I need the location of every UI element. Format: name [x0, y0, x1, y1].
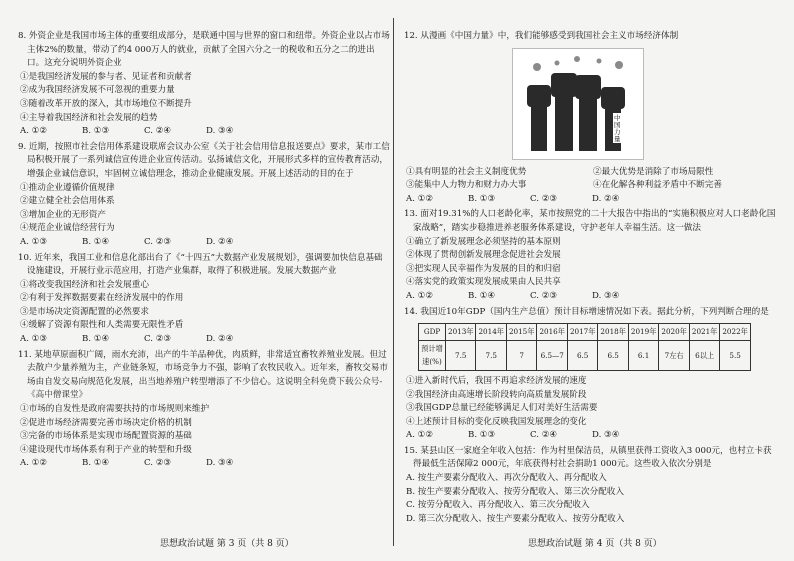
option-item: ④建设现代市场体系有利于产业的转型和升级	[20, 444, 192, 455]
question-12	[404, 30, 776, 206]
option-item: ①市场的自发性是政府需要扶持的市场规则来维护	[20, 404, 210, 415]
table-cell: GDP	[419, 324, 446, 341]
option-item: ②最大优势是消除了市场局限性	[593, 166, 714, 177]
question-stem: 12. 从漫画《中国力量》中，我们能够感受到我国社会主义市场经济体制	[404, 31, 679, 41]
choice-a: A. ①③	[20, 334, 48, 345]
option-item: C. 按劳分配收入、再分配收入、第三次分配收入	[406, 500, 590, 511]
table-cell: 6.5—7	[537, 340, 567, 370]
choice-c: C. ②③	[144, 458, 172, 469]
option-item: ①是我国经济发展的参与者、见证者和贡献者	[20, 71, 192, 82]
column-divider	[393, 18, 394, 546]
choice-b: B. ①③	[82, 126, 110, 137]
table-cell: 2014年	[476, 324, 506, 341]
option-item: ②建立健全社会信用体系	[20, 196, 115, 207]
table-cell: 7左右	[659, 340, 689, 370]
question-stem: 8. 外资企业是我国市场主体的重要组成部分，是联通中国与世界的窗口和纽带。外资企业以占市场主体2%的数量，带动了约4 000万人的就业，贡献了全国六分之一的税收和五分之二的进出口。这充分说明外资企业	[18, 31, 390, 69]
page-3-column	[18, 30, 390, 473]
option-item: ④主导着我国经济和社会发展的趋势	[20, 112, 158, 123]
question-15	[404, 445, 776, 527]
question-stem	[18, 349, 390, 403]
choice-d: D. ③④	[592, 290, 620, 301]
question-stem: 14. 我国近10年GDP（国内生产总值）预计目标增速情况如下表。据此分析，下列判断合理的是	[404, 306, 769, 317]
table-row	[419, 340, 751, 370]
answer-choices	[404, 290, 776, 304]
table-cell: 2020年	[659, 324, 689, 341]
choice-d: D. ③④	[592, 430, 620, 441]
question-10	[18, 252, 390, 347]
answer-choices	[18, 236, 390, 250]
option-item: ③随着改革开放的深入，其市场地位不断提升	[20, 98, 192, 109]
table-cell: 2013年	[446, 324, 476, 341]
option-item: ④规范企业诚信经营行为	[20, 223, 115, 234]
table-cell: 6.1	[628, 340, 658, 370]
choice-c: C. ②④	[530, 430, 558, 441]
answer-choices	[18, 457, 390, 471]
option-item: ②促进市场经济需要完善市场决定价格的机制	[20, 417, 192, 428]
option-item: A. 按生产要素分配收入、再次分配收入、再分配收入	[406, 473, 607, 484]
option-item: ④上述预计目标的变化反映我国发展理念的变化	[406, 416, 587, 427]
choice-b: B. ①③	[468, 430, 496, 441]
question-stem-text: 11. 某地草原面积广阔，雨水充沛，出产的牛羊品种优，肉质鲜，非常适宜畜牧养殖业发展。但过去散户少量养殖为主，产业链条短，市场竞争力不强，影响了农牧民收入。近年来，畜牧交易市场由自发交易向规范化发展，出当地养殖户转型增添了不少信心。这说明	[18, 349, 388, 387]
choice-a: A. ①③	[20, 236, 48, 247]
question-stem: 9. 近期，按照市社会信用体系建设联席会议办公室《关于社会信用信息报送要点》要求，某市工信局积极开展了一系列诚信宣传进企业宣传活动。弘扬诚信文化，开展形式多样的宣传教育活动，增强企业诚信意识，牢固树立诚信理念，推动企业健康发展。开展上述活动的目的在于	[18, 141, 390, 179]
table-cell: 7.5	[446, 340, 476, 370]
gdp-growth-table	[418, 323, 751, 371]
choice-d: D. ②④	[206, 334, 234, 345]
table-cell: 7.5	[476, 340, 506, 370]
option-item: ④落实党的政策实现发展成果由人民共享	[406, 277, 561, 288]
choice-d: D. ③④	[206, 126, 234, 137]
option-item: ①推动企业遵循价值规律	[20, 182, 115, 193]
table-cell: 2016年	[537, 324, 567, 341]
watermark-text: 全科免费下载公众号-《高中僧课堂》	[27, 376, 383, 401]
question-stem: 13. 面对19.31%的人口老龄化率，某市按照党的二十大报告中指出的“实施积极应对人口老龄化国家战略”，踏实步稳推进养老服务体系建设，守护老年人幸福生活。这一做法	[404, 209, 776, 233]
option-item: D. 第三次分配收入、按生产要素分配收入、按劳分配收入	[406, 513, 625, 524]
table-cell: 2021年	[689, 324, 719, 341]
choice-b: B. ①④	[82, 236, 110, 247]
answer-choices	[404, 193, 776, 207]
table-cell: 6.5	[598, 340, 628, 370]
option-item: B. 按生产要素分配收入、按劳分配收入、第三次分配收入	[406, 486, 625, 497]
question-stem: 10. 近年来，我国工业和信息化部出台了《“十四五”大数据产业发展规划》，强调要加快信息基础设施建设，开展行业示范应用，打造产业集群，取得了积极进展。发展大数据产业	[18, 252, 383, 277]
choice-a: A. ①②	[20, 458, 48, 469]
option-row	[404, 166, 776, 180]
table-cell: 2018年	[598, 324, 628, 341]
option-item: ③能集中人力物力和财力办大事	[406, 180, 527, 191]
choice-c: C. ②③	[144, 334, 172, 345]
choice-b: B. ①④	[468, 290, 496, 301]
choice-c: C. ②③	[530, 290, 558, 301]
option-item: ①进入新时代后，我国不再追求经济发展的速度	[406, 375, 587, 386]
page-footer-left: 思想政治试题 第 3 页（共 8 页）	[160, 539, 294, 549]
question-9	[18, 141, 390, 250]
table-cell: 2022年	[720, 324, 750, 341]
choice-c: C. ②③	[530, 193, 558, 204]
choice-a: A. ①②	[406, 193, 434, 204]
answer-choices	[18, 333, 390, 347]
option-item: ②有利于发挥数据要素在经济发展中的作用	[20, 293, 184, 304]
choice-b: B. ①③	[468, 193, 496, 204]
choice-d: D. ③④	[206, 458, 234, 469]
choice-c: C. ②④	[144, 126, 172, 137]
option-item: ③完备的市场体系是实现市场配置资源的基础	[20, 431, 192, 442]
option-item: ②体现了贯彻创新发展理念促进社会发展	[406, 250, 561, 261]
table-cell: 6.5	[567, 340, 597, 370]
table-cell: 2017年	[567, 324, 597, 341]
choice-a: A. ①②	[20, 126, 48, 137]
table-cell: 6以上	[689, 340, 719, 370]
question-13	[404, 208, 776, 303]
option-item: ③我国GDP总量已经能够满足人们对美好生活需要	[406, 403, 598, 414]
option-item: ②成为我国经济发展不可忽视的重要力量	[20, 85, 175, 96]
option-item: ③增加企业的无形资产	[20, 209, 106, 220]
choice-b: B. ①④	[82, 334, 110, 345]
option-item: ①确立了新发展理念必须坚持的基本原则	[406, 236, 561, 247]
choice-a: A. ①②	[406, 430, 434, 441]
choice-d: D. ②④	[592, 193, 620, 204]
question-stem: 15. 某县山区一家庭全年收入包括：作为村里保洁员，从镇里获得工资收入3 000元，也村立卡获得最低生活保障2 000元，年底获得村社会捐助1 000元。这些收入依次分别是	[404, 445, 772, 470]
table-cell: 预计增速(%)	[419, 340, 446, 370]
option-item: ①将改变我国经济和社会发展重心	[20, 279, 149, 290]
table-cell: 7	[506, 340, 536, 370]
table-cell: 5.5	[720, 340, 750, 370]
table-header-row	[419, 324, 751, 341]
option-item: ③是市场决定资源配置的必然要求	[20, 306, 149, 317]
table-cell: 2019年	[628, 324, 658, 341]
page-4-column	[404, 30, 776, 528]
cartoon-title: 中国力量	[614, 113, 621, 143]
question-14	[404, 306, 776, 443]
question-11	[18, 349, 390, 471]
choice-a: A. ①②	[406, 290, 434, 301]
page-footer-right: 思想政治试题 第 4 页（共 8 页）	[528, 539, 662, 549]
option-row	[404, 179, 776, 193]
option-item: ①具有明显的社会主义制度优势	[406, 166, 527, 177]
question-8	[18, 30, 390, 139]
option-item: ④缓解了资源有限性和人类需要无限性矛盾	[20, 320, 184, 331]
table-cell: 2015年	[506, 324, 536, 341]
option-item: ④在化解各种利益矛盾中不断完善	[593, 180, 722, 191]
cartoon-illustration	[512, 48, 644, 160]
choice-b: B. ①④	[82, 458, 110, 469]
answer-choices	[404, 429, 776, 443]
choice-c: C. ②③	[144, 236, 172, 247]
option-item: ②我国经济由高速增长阶段转向高质量发展阶段	[406, 389, 587, 400]
option-item: ③把实现人民幸福作为发展的目的和归宿	[406, 263, 561, 274]
choice-d: D. ②④	[206, 236, 234, 247]
answer-choices	[18, 125, 390, 139]
